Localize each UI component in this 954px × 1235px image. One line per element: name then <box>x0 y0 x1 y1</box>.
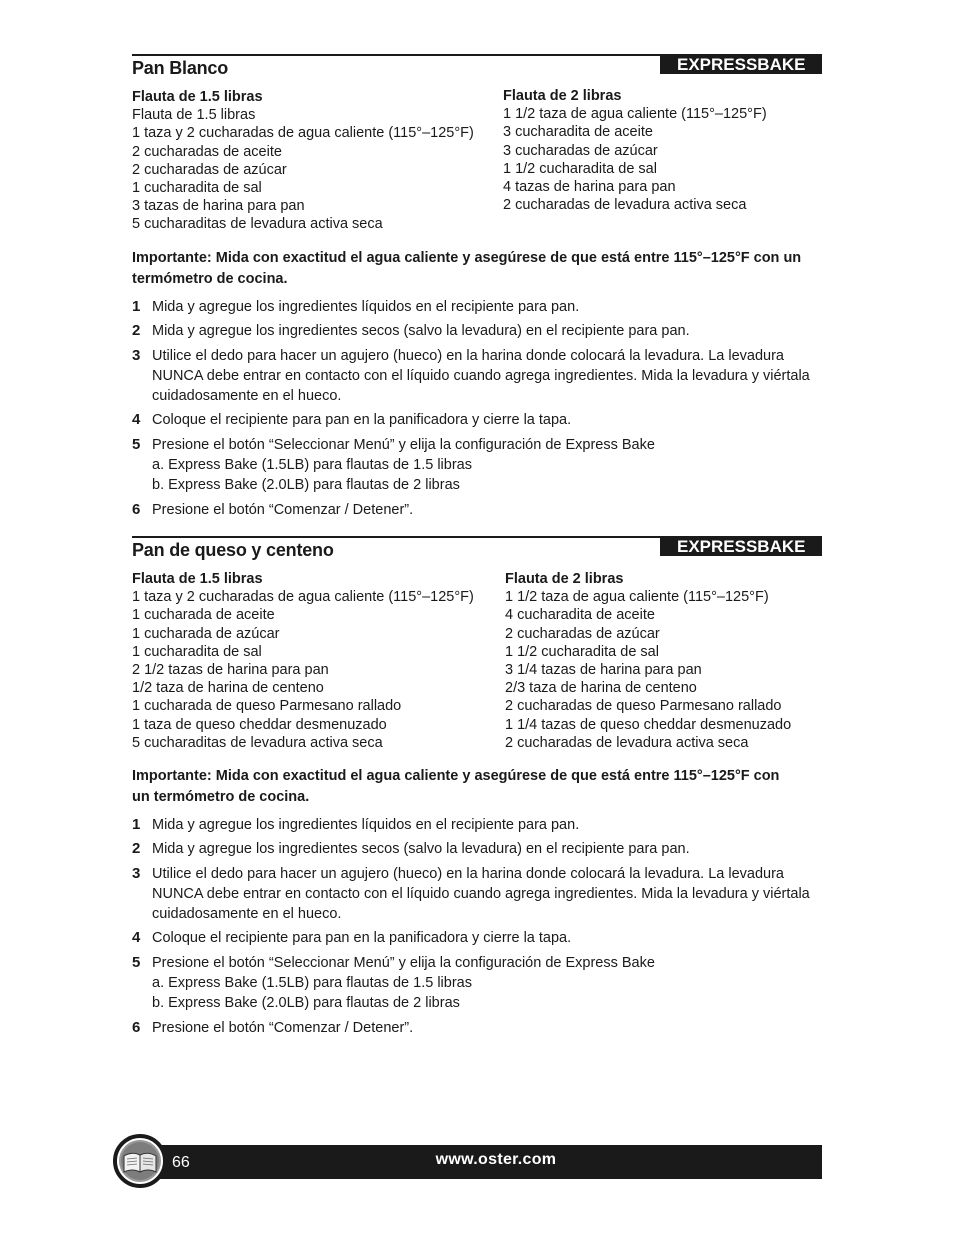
step-item <box>132 500 822 520</box>
mode-badge: EXPRESSBAKE <box>660 56 822 74</box>
recipe-title: Pan de queso y centeno <box>132 540 334 560</box>
footer-bar <box>158 1145 822 1179</box>
step-number: 5 <box>132 435 141 453</box>
page-number: 66 <box>172 1154 190 1171</box>
step-text: Mida y agregue los ingredientes líquidos en el recipiente para pan. <box>152 299 580 315</box>
step-item <box>132 864 822 925</box>
step-number: 4 <box>132 411 141 429</box>
step-text: Coloque el recipiente para pan en la panificadora y cierre la tapa. <box>152 412 572 429</box>
ingredient-item: 3 tazas de harina para pan <box>132 198 305 215</box>
column-heading: Flauta de 1.5 libras <box>132 571 263 587</box>
ingredient-item: 2 1/2 tazas de harina para pan <box>132 662 329 679</box>
step-item <box>132 346 822 407</box>
ingredient-item: 1 1/4 tazas de queso cheddar desmenuzado <box>505 716 792 733</box>
step-item <box>132 410 822 430</box>
important-note: Importante: Mida con exactitud el agua caliente y asegúrese de que está entre 115°–125°F con un termómetro de cocina. <box>132 768 780 805</box>
ingredient-item: 1 cucharada de queso Parmesano rallado <box>132 698 402 715</box>
step-number: 3 <box>132 346 141 364</box>
step-item <box>132 839 822 859</box>
recipe-book-icon-graphic <box>115 1136 165 1186</box>
ingredient-item: 4 tazas de harina para pan <box>503 179 676 196</box>
mode-badge: EXPRESSBAKE <box>660 538 822 556</box>
ingredient-item: 1 cucharadita de sal <box>132 180 262 197</box>
recipe-pan-blanco <box>132 54 822 518</box>
ingredient-item: 1 cucharada de azúcar <box>132 625 280 642</box>
step-text: Mida y agregue los ingredientes líquidos en el recipiente para pan. <box>152 817 580 833</box>
ingredient-item: 1 1/2 cucharadita de sal <box>503 160 657 177</box>
ingredient-item: 2 cucharadas de aceite <box>132 143 282 160</box>
step-item <box>132 297 822 317</box>
recipe-pan-de-queso-y-centeno <box>132 536 822 1036</box>
recipe-title: Pan Blanco <box>132 58 229 78</box>
step-item <box>132 321 822 341</box>
step-number: 4 <box>132 929 141 947</box>
step-number: 5 <box>132 953 141 971</box>
ingredients-1-5lb <box>132 570 474 752</box>
footer-url[interactable]: www.oster.com <box>435 1151 557 1168</box>
ingredient-item: 1 taza y 2 cucharadas de agua caliente (115°–125°F) <box>132 125 474 142</box>
column-heading: Flauta de 1.5 libras <box>132 89 263 105</box>
step-text: Presione el botón “Comenzar / Detener”. <box>152 501 414 518</box>
step-sub-b: b. Express Bake (2.0LB) para flautas de 2 libras <box>152 477 460 494</box>
ingredient-item: 4 cucharadita de aceite <box>505 607 655 624</box>
step-text: Mida y agregue los ingredientes secos (salvo la levadura) en el recipiente para pan. <box>152 841 690 858</box>
ingredient-item: 5 cucharaditas de levadura activa seca <box>132 734 383 751</box>
ingredient-item: 2 cucharadas de levadura activa seca <box>503 197 747 214</box>
ingredient-item: 3 cucharadas de azúcar <box>503 142 658 159</box>
ingredient-item: 2 cucharadas de azúcar <box>505 625 660 642</box>
ingredient-item: 1/2 taza de harina de centeno <box>132 680 324 697</box>
step-text: Mida y agregue los ingredientes secos (salvo la levadura) en el recipiente para pan. <box>152 323 690 340</box>
ingredient-item: 1 1/2 taza de agua caliente (115°–125°F) <box>505 589 769 606</box>
step-number: 2 <box>132 840 141 858</box>
step-sub-a: a. Express Bake (1.5LB) para flautas de 1.5 libras <box>152 975 472 992</box>
ingredient-item: 2 cucharadas de queso Parmesano rallado <box>505 698 782 715</box>
ingredients-2lb <box>505 570 791 752</box>
step-item <box>132 928 822 948</box>
ingredient-item: 1 taza de queso cheddar desmenuzado <box>132 716 387 733</box>
recipe-header <box>132 54 822 82</box>
column-heading: Flauta de 2 libras <box>505 571 624 587</box>
steps-list <box>132 815 822 1042</box>
recipe-header <box>132 536 822 564</box>
ingredient-item: 2 cucharadas de azúcar <box>132 161 287 178</box>
step-sub-b: b. Express Bake (2.0LB) para flautas de 2 libras <box>152 995 460 1012</box>
ingredient-item: 1 taza y 2 cucharadas de agua caliente (115°–125°F) <box>132 589 474 606</box>
ingredient-item: 1 1/2 taza de agua caliente (115°–125°F) <box>503 106 767 123</box>
step-item <box>132 815 822 835</box>
ingredient-item: 5 cucharaditas de levadura activa seca <box>132 216 383 233</box>
ingredient-item: 2/3 taza de harina de centeno <box>505 680 697 697</box>
step-text: Presione el botón “Seleccionar Menú” y elija la configuración de Express Bake <box>152 954 655 971</box>
step-text: Presione el botón “Comenzar / Detener”. <box>152 1019 414 1036</box>
step-item <box>132 1018 822 1038</box>
ingredient-item: 1 cucharadita de sal <box>132 643 262 660</box>
step-number: 1 <box>132 816 141 833</box>
step-text: Utilice el dedo para hacer un agujero (hueco) en la harina donde colocará la levadura. La levadura NUNCA debe entrar en contacto con el líquido cuando agrega ingredientes. Mida la levadura y viértala cuidadosamente en el hueco. <box>152 347 810 405</box>
step-text: Presione el botón “Seleccionar Menú” y elija la configuración de Express Bake <box>152 436 655 453</box>
step-item <box>132 953 822 1014</box>
step-number: 3 <box>132 864 141 882</box>
step-text: Coloque el recipiente para pan en la panificadora y cierre la tapa. <box>152 930 572 947</box>
important-note: Importante: Mida con exactitud el agua caliente y asegúrese de que está entre 115°–125°F con un termómetro de cocina. <box>132 250 802 287</box>
step-sub-a: a. Express Bake (1.5LB) para flautas de 1.5 libras <box>152 457 472 474</box>
steps-list <box>132 297 822 524</box>
recipe-book-icon <box>113 1134 167 1188</box>
ingredients-1-5lb <box>132 88 474 234</box>
step-number: 6 <box>132 1018 141 1036</box>
column-heading: Flauta de 2 libras <box>503 88 622 104</box>
ingredient-item: 3 cucharadita de aceite <box>503 124 653 141</box>
step-item <box>132 435 822 496</box>
step-number: 2 <box>132 322 141 340</box>
ingredient-item: 3 1/4 tazas de harina para pan <box>505 662 702 679</box>
ingredient-item: 1 cucharada de aceite <box>132 607 275 624</box>
step-number: 6 <box>132 500 141 518</box>
ingredients-2lb <box>503 87 767 214</box>
ingredient-item: 1 1/2 cucharadita de sal <box>505 643 659 660</box>
ingredient-item: Flauta de 1.5 libras <box>132 107 256 124</box>
step-text: Utilice el dedo para hacer un agujero (hueco) en la harina donde colocará la levadura. La levadura NUNCA debe entrar en contacto con el líquido cuando agrega ingredientes. Mida la levadura y viértala cuidadosamente en el hueco. <box>152 865 810 923</box>
ingredient-item: 2 cucharadas de levadura activa seca <box>505 734 749 751</box>
step-number: 1 <box>132 298 141 315</box>
